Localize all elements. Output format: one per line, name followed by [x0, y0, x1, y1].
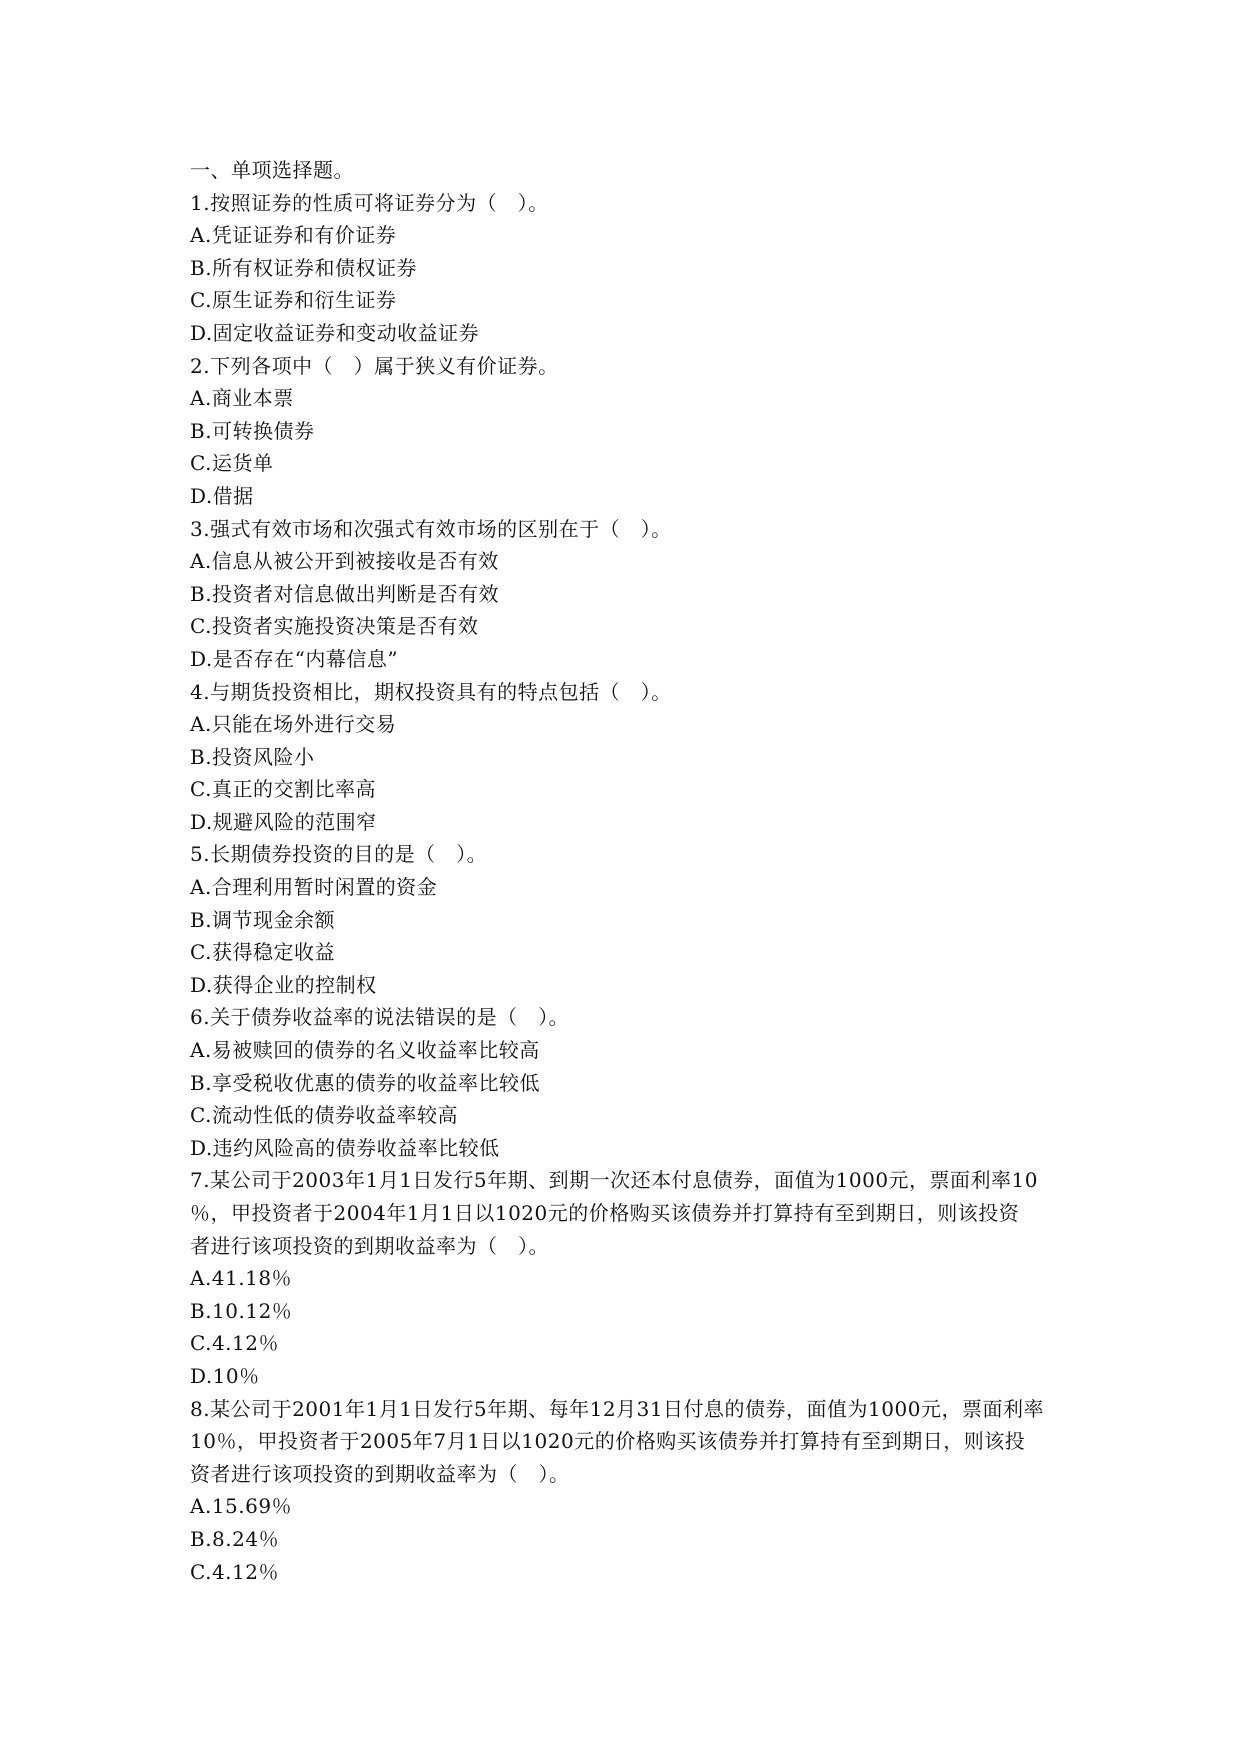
question-5-option-c: C.获得稳定收益: [190, 940, 335, 965]
question-7-stem-line-1: 7.某公司于2003年1月1日发行5年期、到期一次还本付息债券，面值为1000元，票面利率10: [190, 1168, 1039, 1193]
question-3-stem: 3.强式有效市场和次强式有效市场的区别在于（ ）。: [190, 516, 672, 541]
question-8-stem-line-2: 10％，甲投资者于2005年7月1日以1020元的价格购买该债券并打算持有至到期日，则该投: [190, 1429, 1026, 1454]
question-5-option-a: A.合理利用暂时闲置的资金: [190, 875, 438, 900]
question-8-option-c: C.4.12％: [190, 1559, 279, 1584]
question-2-option-b: B.可转换债券: [190, 418, 315, 443]
question-5-option-d: D.获得企业的控制权: [190, 972, 377, 997]
question-3-option-c: C.投资者实施投资决策是否有效: [190, 614, 479, 639]
document-page: [190, 154, 1060, 1588]
question-1-option-d: D.固定收益证券和变动收益证券: [190, 320, 480, 345]
question-3-option-b: B.投资者对信息做出判断是否有效: [190, 581, 500, 606]
question-8-option-b: B.8.24％: [190, 1526, 280, 1551]
question-4-option-c: C.真正的交割比率高: [190, 777, 376, 802]
question-8-stem-line-1: 8.某公司于2001年1月1日发行5年期、每年12月31日付息的债券，面值为1000元，票面利率: [190, 1396, 1044, 1421]
question-3-option-a: A.信息从被公开到被接收是否有效: [190, 549, 499, 574]
question-8-stem-line-3: 资者进行该项投资的到期收益率为（ ）。: [190, 1461, 570, 1486]
section-title: 一、单项选择题。: [190, 158, 354, 182]
question-3-option-d: D.是否存在“内幕信息”: [190, 646, 399, 671]
question-8-option-a: A.15.69％: [190, 1494, 293, 1519]
question-2-option-c: C.运货单: [190, 451, 274, 476]
question-6-option-a: A.易被赎回的债券的名义收益率比较高: [190, 1038, 540, 1063]
question-4-stem: 4.与期货投资相比，期权投资具有的特点包括（ ）。: [190, 679, 672, 704]
question-2-option-d: D.借据: [190, 483, 254, 508]
question-1-option-b: B.所有权证券和债权证券: [190, 255, 418, 280]
question-6-option-c: C.流动性低的债券收益率较高: [190, 1103, 458, 1128]
question-1-option-c: C.原生证券和衍生证券: [190, 288, 397, 313]
question-7-stem-line-3: 者进行该项投资的到期收益率为（ ）。: [190, 1233, 549, 1258]
question-7-stem-line-2: ％，甲投资者于2004年1月1日以1020元的价格购买该债券并打算持有至到期日，则该投资: [190, 1201, 1020, 1225]
question-7-option-b: B.10.12％: [190, 1298, 293, 1323]
question-6-option-d: D.违约风险高的债券收益率比较低: [190, 1135, 500, 1160]
question-7-option-a: A.41.18％: [190, 1266, 293, 1291]
question-5-stem: 5.长期债券投资的目的是（ ）。: [190, 842, 488, 867]
question-2-option-a: A.商业本票: [190, 386, 294, 411]
question-1-option-a: A.凭证证券和有价证券: [190, 223, 397, 248]
question-4-option-d: D.规避风险的范围窄: [190, 809, 377, 834]
question-6-stem: 6.关于债券收益率的说法错误的是（ ）。: [190, 1005, 570, 1030]
question-5-option-b: B.调节现金余额: [190, 907, 336, 932]
question-2-stem: 2.下列各项中（ ）属于狭义有价证券。: [190, 353, 559, 378]
question-7-option-d: D.10％: [190, 1363, 260, 1388]
question-4-option-a: A.只能在场外进行交易: [190, 712, 397, 737]
question-6-option-b: B.享受税收优惠的债券的收益率比较低: [190, 1070, 541, 1095]
question-7-option-c: C.4.12％: [190, 1331, 279, 1356]
question-4-option-b: B.投资风险小: [190, 744, 315, 769]
question-1-stem: 1.按照证券的性质可将证券分为（ ）。: [190, 190, 549, 215]
